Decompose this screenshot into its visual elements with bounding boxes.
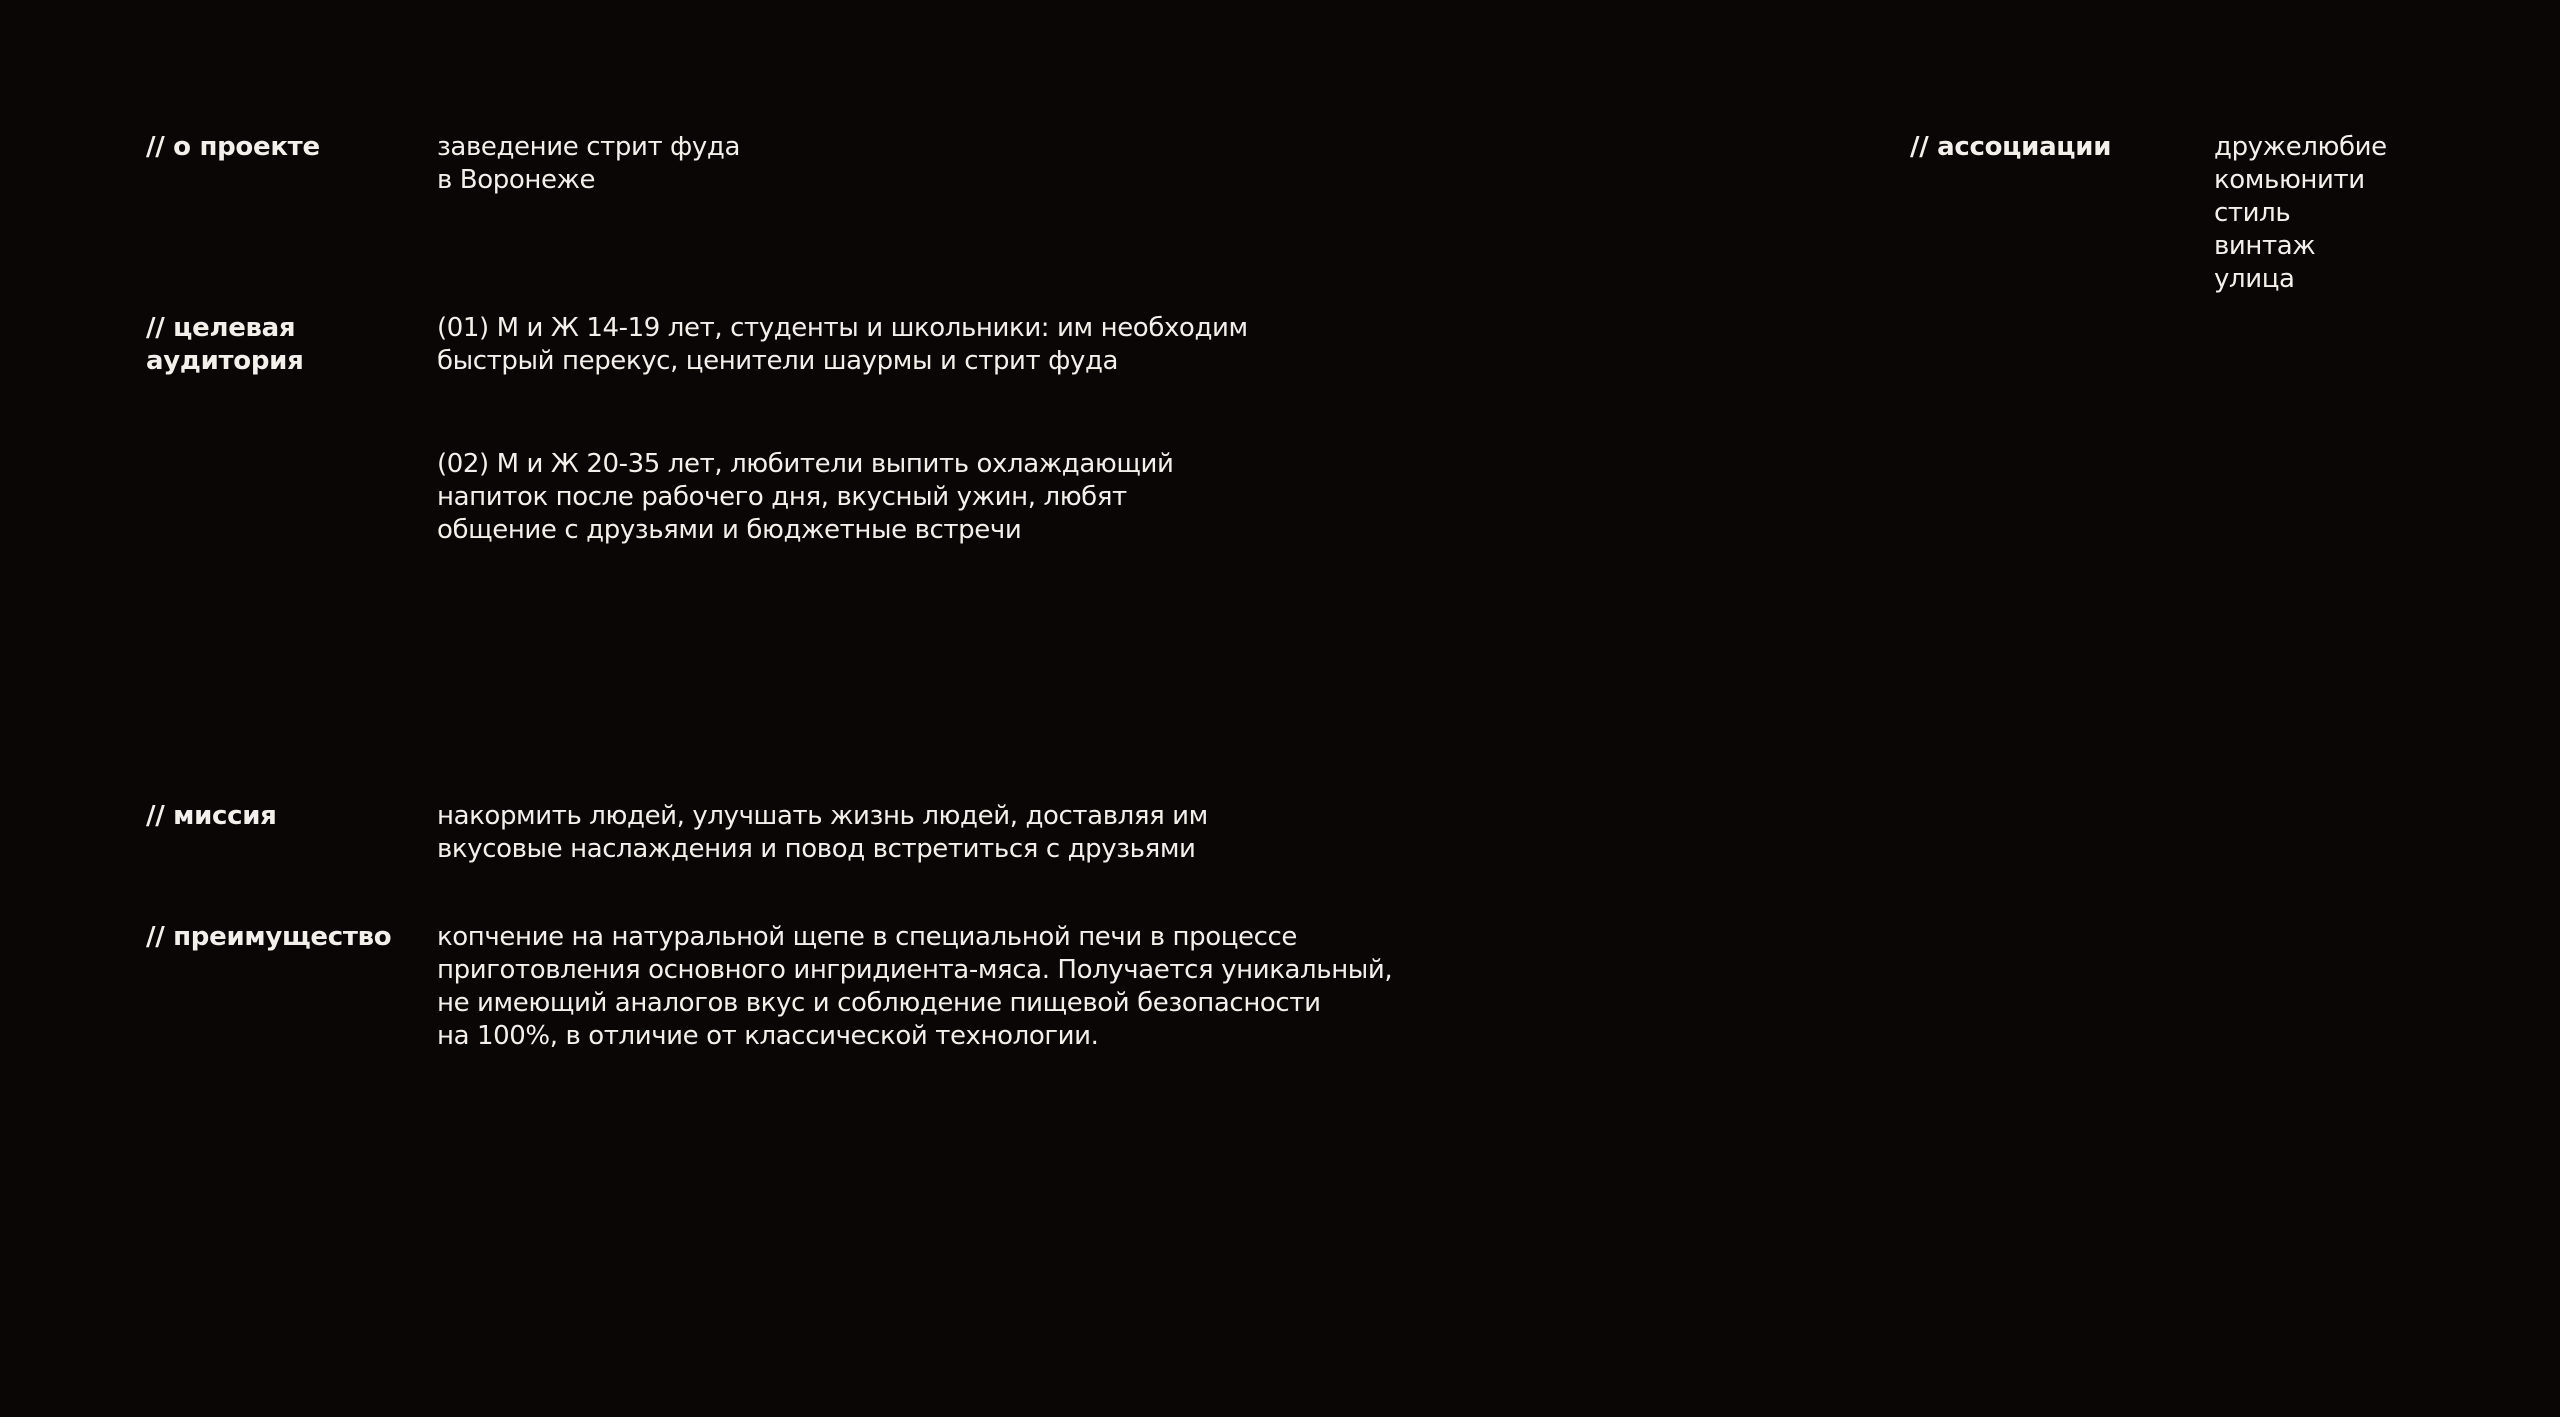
advantage-line: копчение на натуральной щепе в специальной печи в процессе xyxy=(437,922,1297,952)
advantage-line: на 100%, в отличие от классической технологии. xyxy=(437,1021,1099,1051)
association-item: улица xyxy=(2214,264,2295,294)
audience-group-2-line: общение с друзьями и бюджетные встречи xyxy=(437,515,1022,545)
audience-group-1 xyxy=(437,312,1248,378)
about-line: заведение стрит фуда xyxy=(437,132,740,162)
association-item: дружелюбие xyxy=(2214,132,2387,162)
about-line: в Воронеже xyxy=(437,165,596,195)
audience-group-1-line: (01) М и Ж 14-19 лет, студенты и школьники: им необходим xyxy=(437,313,1248,343)
advantage-label: // преимущество xyxy=(146,922,392,952)
associations-list xyxy=(2214,131,2387,296)
advantage-line: приготовления основного ингридиента-мяса. Получается уникальный, xyxy=(437,955,1393,985)
about-label: // о проекте xyxy=(146,132,320,162)
association-item: комьюнити xyxy=(2214,165,2365,195)
mission-line: вкусовые наслаждения и повод встретиться с друзьями xyxy=(437,834,1196,864)
about-text xyxy=(437,131,740,197)
association-item: винтаж xyxy=(2214,231,2316,261)
audience-group-2-line: напиток после рабочего дня, вкусный ужин, любят xyxy=(437,482,1127,512)
associations-label: // ассоциации xyxy=(1910,132,2112,162)
mission-line: накормить людей, улучшать жизнь людей, доставляя им xyxy=(437,801,1208,831)
audience-group-2-line: (02) М и Ж 20-35 лет, любители выпить охлаждающий xyxy=(437,449,1174,479)
audience-group-2 xyxy=(437,448,1173,547)
audience-label xyxy=(146,312,303,378)
audience-label-line: // целевая xyxy=(146,313,296,343)
association-item: стиль xyxy=(2214,198,2291,228)
audience-group-1-line: быстрый перекус, ценители шаурмы и стрит фуда xyxy=(437,346,1119,376)
advantage-text xyxy=(437,921,1392,1053)
audience-label-line: аудитория xyxy=(146,346,304,376)
mission-label: // миссия xyxy=(146,801,277,831)
advantage-line: не имеющий аналогов вкус и соблюдение пищевой безопасности xyxy=(437,988,1321,1018)
mission-text xyxy=(437,800,1208,866)
